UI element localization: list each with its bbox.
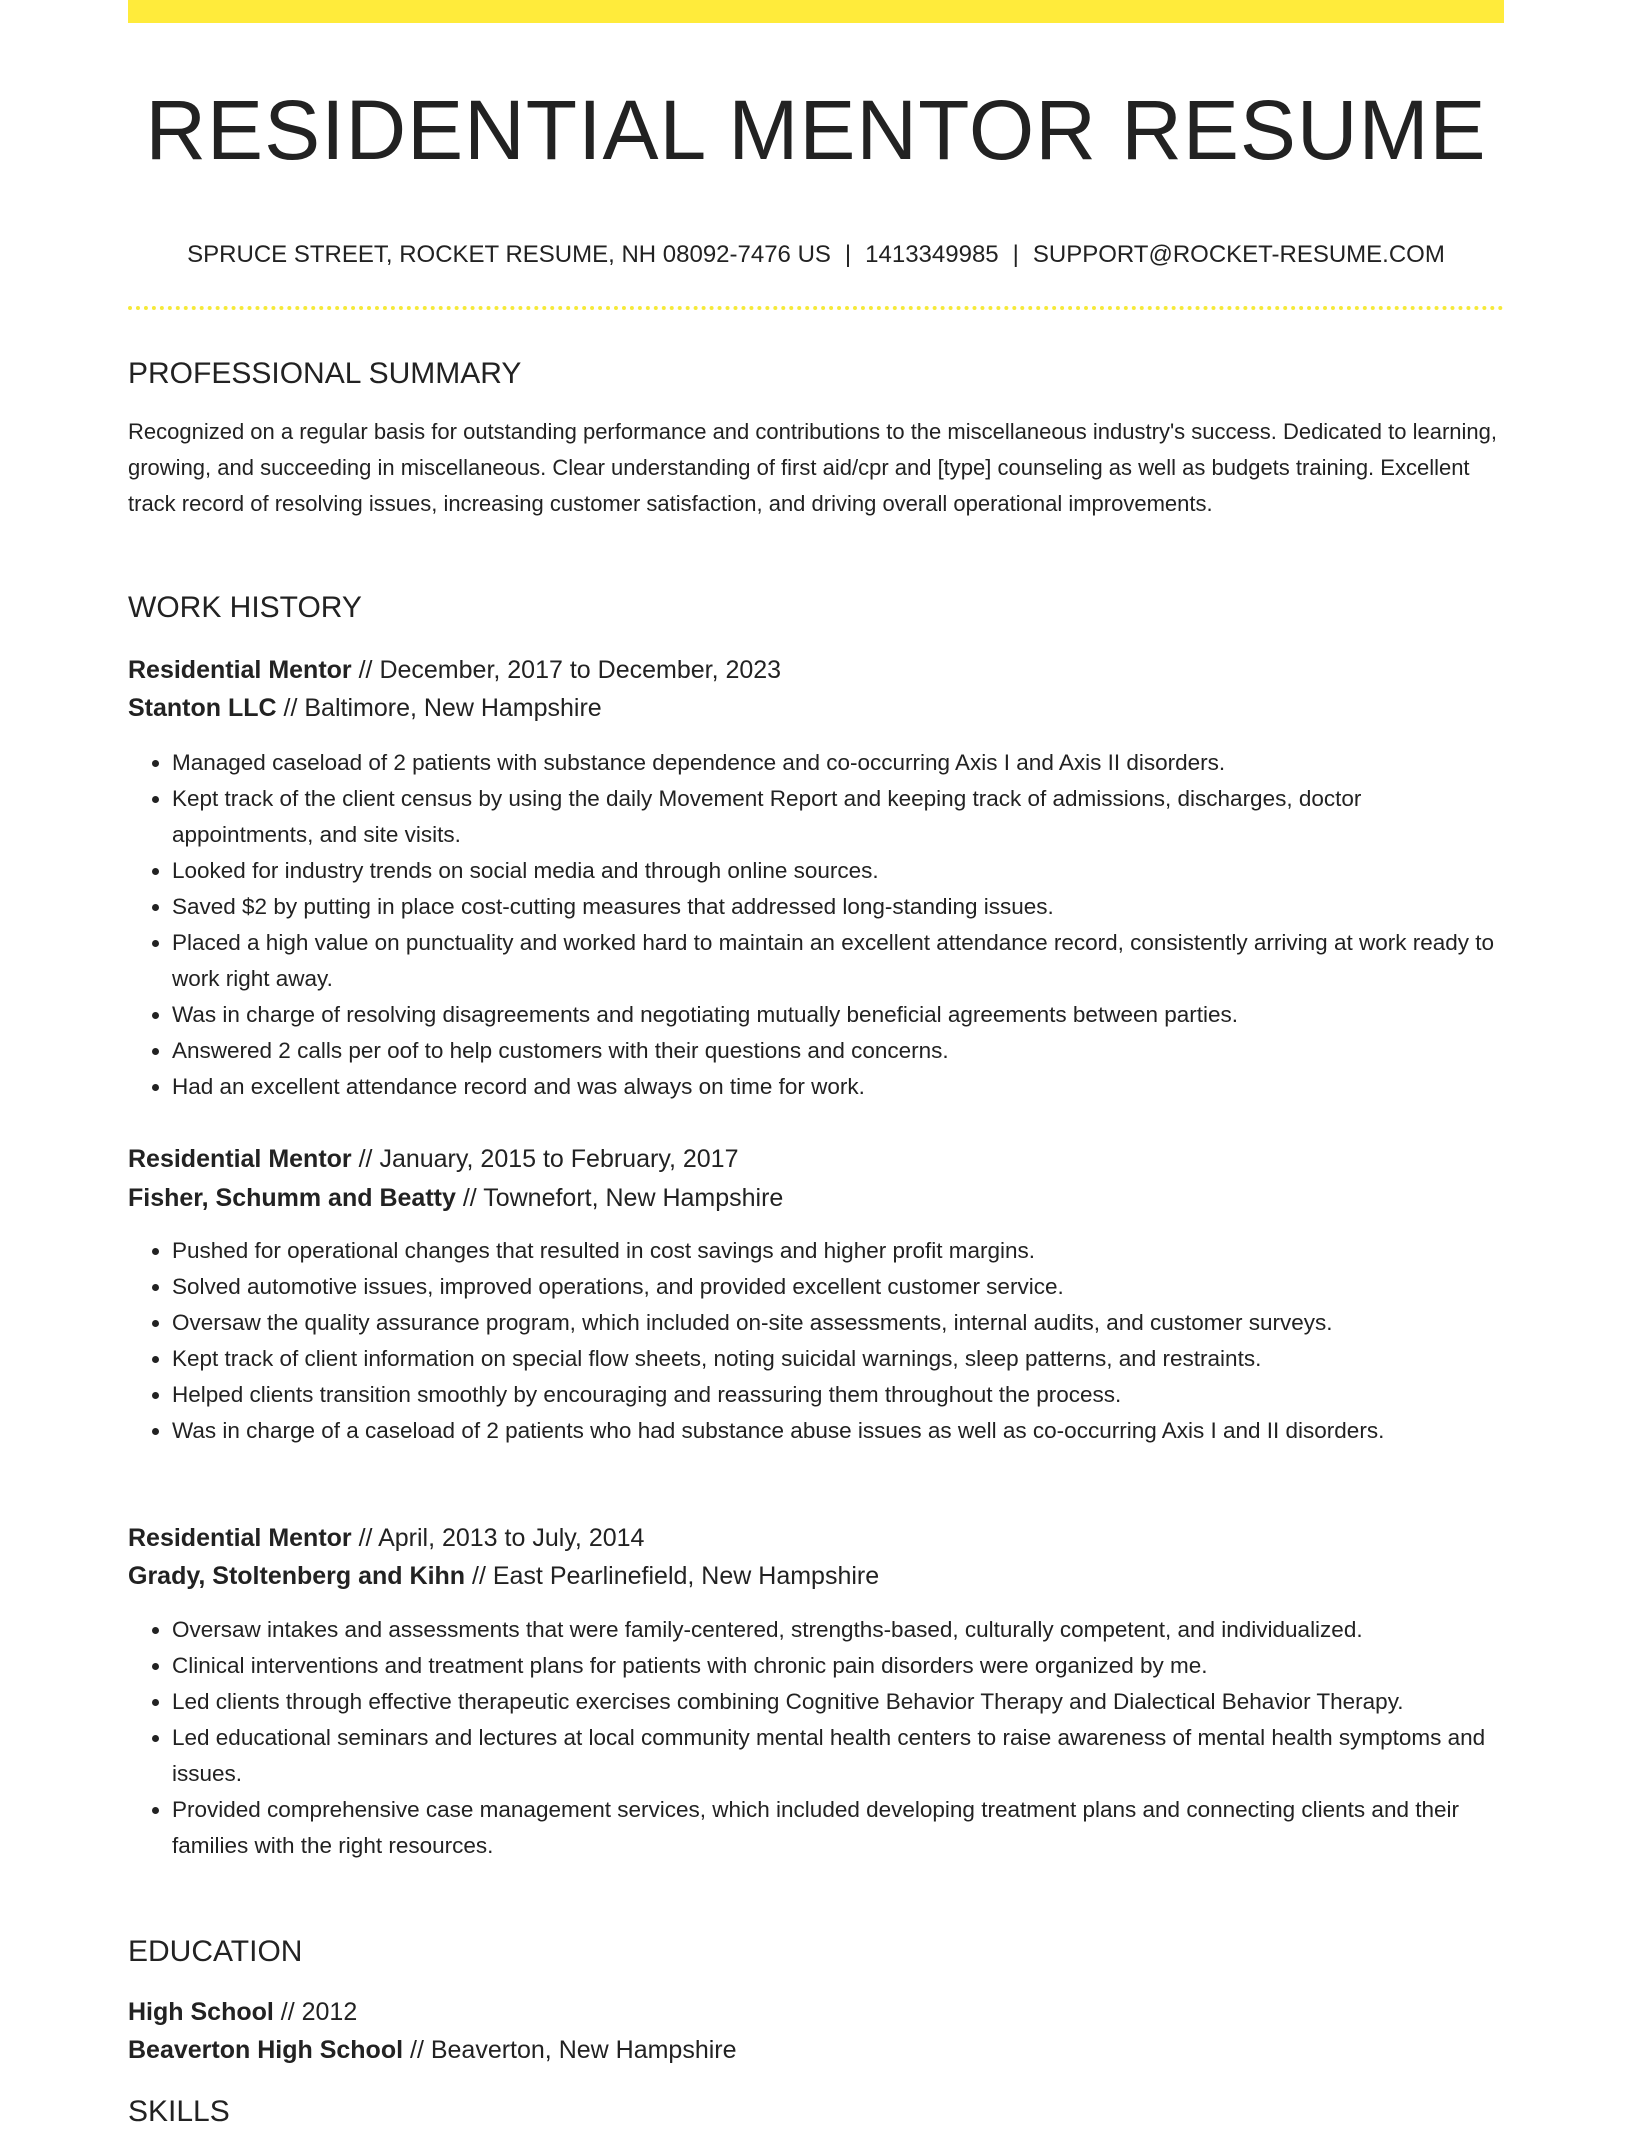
education-degree-line — [128, 1994, 357, 2030]
job-location: // Baltimore, New Hampshire — [283, 694, 602, 722]
job-company-line — [128, 1558, 879, 1594]
job-title: Residential Mentor — [128, 1145, 352, 1173]
job-title: Residential Mentor — [128, 656, 352, 684]
contact-separator: | — [1012, 241, 1019, 268]
education-location: // Beaverton, New Hampshire — [410, 2036, 737, 2064]
job-bullet: • Was in charge of resolving disagreements and negotiating mutually beneficial agreements between parties. — [172, 997, 1504, 1033]
job-title-line — [128, 1141, 738, 1177]
job-bullet: • Oversaw intakes and assessments that were family-centered, strengths-based, culturally competent, and individualized. — [172, 1612, 1504, 1648]
job-bullet: • Led clients through effective therapeutic exercises combining Cognitive Behavior Therapy and Dialectical Behavior Therapy. — [172, 1684, 1504, 1720]
job-title: Residential Mentor — [128, 1524, 352, 1552]
job-bullet: • Was in charge of a caseload of 2 patients who had substance abuse issues as well as co-occurring Axis I and II disorders. — [172, 1413, 1504, 1449]
education-year: // 2012 — [280, 1998, 358, 2026]
job-dates: // January, 2015 to February, 2017 — [358, 1145, 739, 1173]
job-company: Fisher, Schumm and Beatty — [128, 1184, 456, 1212]
job-bullet: • Led educational seminars and lectures at local community mental health centers to raise awareness of mental health symptoms and issues. — [172, 1720, 1504, 1792]
contact-address: SPRUCE STREET, ROCKET RESUME, NH 08092-7476 US — [187, 241, 831, 268]
contact-email: SUPPORT@ROCKET-RESUME.COM — [1032, 241, 1445, 268]
education-school: Beaverton High School — [128, 2036, 404, 2064]
summary-text: Recognized on a regular basis for outstanding performance and contributions to the miscellaneous industry's success. Dedicated to learning, growing, and succeeding in miscellaneous. Clear understanding of first aid/cpr and [type] counseling as well as budgets training. Excellent track record of resolving issues, increasing customer satisfaction, and driving overall operational improvements. — [128, 419, 1497, 516]
education-heading: EDUCATION — [128, 1935, 303, 1968]
job-bullet: • Oversaw the quality assurance program, which included on-site assessments, internal audits, and customer surveys. — [172, 1305, 1504, 1341]
job-bullet: • Kept track of client information on special flow sheets, noting suicidal warnings, sleep patterns, and restraints. — [172, 1341, 1504, 1377]
education-school-line — [128, 2032, 737, 2068]
job-bullet: • Solved automotive issues, improved operations, and provided excellent customer service. — [172, 1269, 1504, 1305]
dotted-divider — [128, 306, 1504, 310]
job-bullet: • Looked for industry trends on social media and through online sources. — [172, 853, 1504, 889]
job-title-line — [128, 652, 781, 688]
education-degree: High School — [128, 1998, 274, 2026]
job-bullet: • Answered 2 calls per oof to help customers with their questions and concerns. — [172, 1033, 1504, 1069]
job-dates: // December, 2017 to December, 2023 — [358, 656, 782, 684]
job-company-line — [128, 690, 602, 726]
job-bullet: • Kept track of the client census by using the daily Movement Report and keeping track of admissions, discharges, doctor appointments, and site visits. — [172, 781, 1504, 853]
job-bullet-list — [128, 1612, 1504, 1864]
job-bullet: • Placed a high value on punctuality and worked hard to maintain an excellent attendance record, consistently arriving at work ready to work right away. — [172, 925, 1504, 997]
job-company: Stanton LLC — [128, 694, 277, 722]
job-location: // Townefort, New Hampshire — [462, 1184, 784, 1212]
job-bullet: • Had an excellent attendance record and was always on time for work. — [172, 1069, 1504, 1105]
job-bullet-list — [128, 1233, 1504, 1449]
job-dates: // April, 2013 to July, 2014 — [358, 1524, 645, 1552]
job-company-line — [128, 1180, 783, 1216]
resume-title: RESIDENTIAL MENTOR RESUME — [145, 83, 1487, 177]
job-bullet: • Clinical interventions and treatment plans for patients with chronic pain disorders were organized by me. — [172, 1648, 1504, 1684]
job-company: Grady, Stoltenberg and Kihn — [128, 1562, 466, 1590]
accent-top-bar — [128, 0, 1504, 23]
job-title-line — [128, 1520, 644, 1556]
skills-heading: SKILLS — [128, 2095, 230, 2128]
contact-line — [128, 238, 1504, 272]
job-bullet: • Managed caseload of 2 patients with substance dependence and co-occurring Axis I and Axis II disorders. — [172, 745, 1504, 781]
job-bullet: • Saved $2 by putting in place cost-cutting measures that addressed long-standing issues. — [172, 889, 1504, 925]
job-bullet-list — [128, 745, 1504, 1105]
summary-heading: PROFESSIONAL SUMMARY — [128, 357, 522, 390]
job-bullet: • Provided comprehensive case management services, which included developing treatment plans and connecting clients and their families with the right resources. — [172, 1792, 1504, 1864]
contact-phone: 1413349985 — [865, 241, 999, 268]
job-location: // East Pearlinefield, New Hampshire — [472, 1562, 880, 1590]
job-bullet: • Pushed for operational changes that resulted in cost savings and higher profit margins. — [172, 1233, 1504, 1269]
contact-separator: | — [844, 241, 852, 268]
job-bullet: • Helped clients transition smoothly by encouraging and reassuring them throughout the process. — [172, 1377, 1504, 1413]
work-history-heading: WORK HISTORY — [128, 591, 362, 624]
